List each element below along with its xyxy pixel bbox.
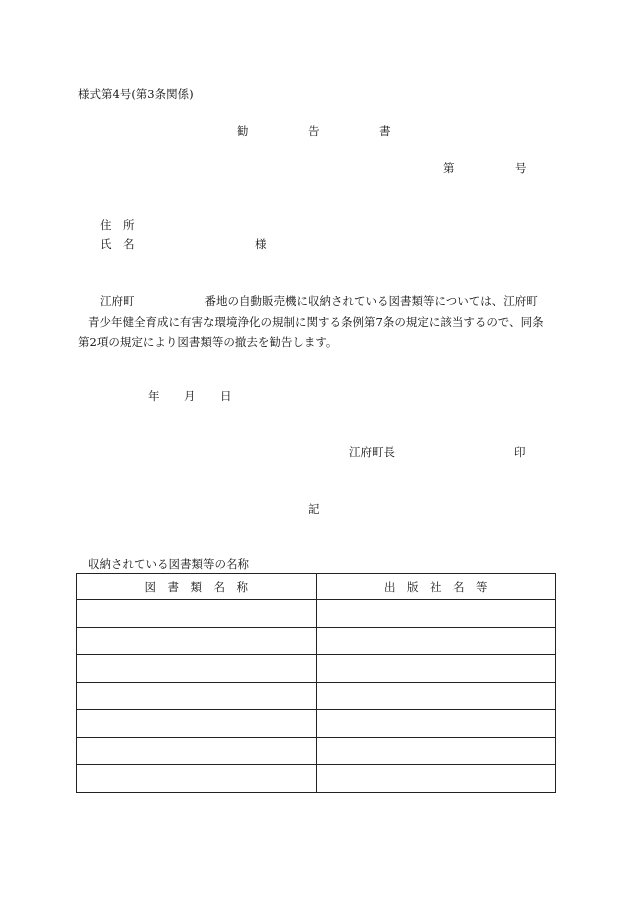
title-char-1: 勧	[237, 124, 249, 138]
body-paragraph	[78, 291, 558, 353]
book-list-table	[76, 573, 556, 793]
cell-book-name[interactable]	[77, 655, 317, 683]
table-row	[77, 737, 556, 765]
form-label: 様式第4号(第3条関係)	[78, 87, 194, 101]
date-year: 年	[148, 389, 160, 403]
cell-book-name[interactable]	[77, 737, 317, 765]
number-go: 号	[515, 161, 527, 175]
issuer-seal: 印	[514, 445, 526, 459]
body-line-1	[78, 291, 558, 312]
cell-book-name[interactable]	[77, 627, 317, 655]
date-day: 日	[220, 389, 232, 403]
table-row	[77, 710, 556, 738]
date-month: 月	[184, 389, 196, 403]
body-line-1-rest: 番地の自動販売機に収納されている図書類等については、江府町	[204, 294, 538, 308]
cell-publisher[interactable]	[316, 655, 556, 683]
cell-publisher[interactable]	[316, 765, 556, 793]
body-line-3: 第2項の規定により図書類等の撤去を勧告します。	[78, 335, 338, 349]
cell-book-name[interactable]	[77, 600, 317, 628]
cell-book-name[interactable]	[77, 682, 317, 710]
name-label: 氏 名	[100, 237, 135, 251]
table-caption: 収納されている図書類等の名称	[88, 557, 249, 571]
honorific: 様	[255, 237, 267, 251]
table-row	[77, 682, 556, 710]
title-char-3: 書	[379, 124, 391, 138]
ki-heading: 記	[308, 502, 320, 516]
table-header-row	[77, 574, 556, 600]
cell-publisher[interactable]	[316, 600, 556, 628]
table-row	[77, 655, 556, 683]
cell-publisher[interactable]	[316, 627, 556, 655]
body-line-2: 青少年健全育成に有害な環境浄化の規制に関する条例第7条の規定に該当するので、同条	[88, 314, 544, 329]
cell-publisher[interactable]	[316, 710, 556, 738]
table-row	[77, 627, 556, 655]
header-book-name: 図 書 類 名 称	[77, 574, 317, 600]
cell-publisher[interactable]	[316, 682, 556, 710]
title-char-2: 告	[308, 124, 320, 138]
cell-book-name[interactable]	[77, 765, 317, 793]
header-publisher: 出 版 社 名 等	[316, 574, 556, 600]
cell-book-name[interactable]	[77, 710, 317, 738]
issuer-title: 江府町長	[349, 445, 395, 459]
cell-publisher[interactable]	[316, 737, 556, 765]
address-label: 住 所	[100, 218, 135, 232]
table-row	[77, 765, 556, 793]
body-town-prefix: 江府町	[100, 294, 135, 308]
table-row	[77, 600, 556, 628]
number-dai: 第	[443, 161, 455, 175]
